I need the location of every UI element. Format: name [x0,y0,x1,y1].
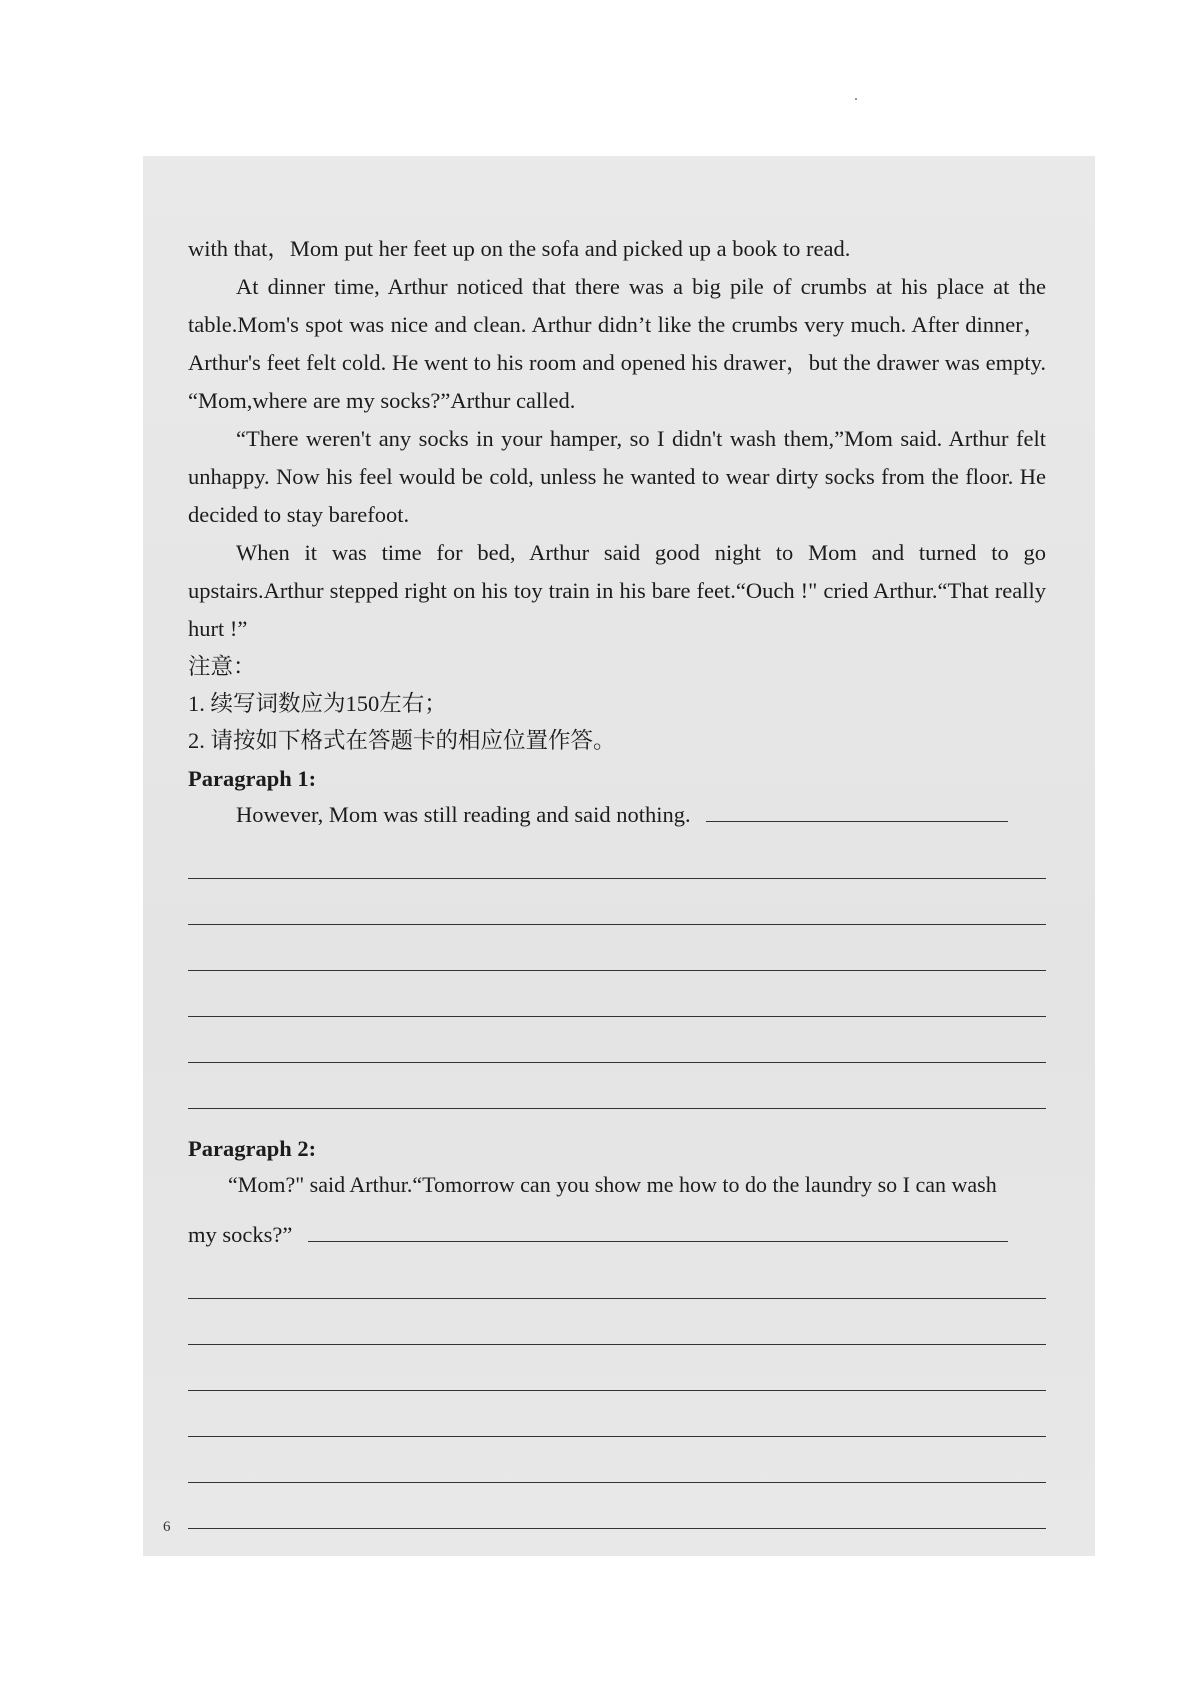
paragraph-1-starter-text: However, Mom was still reading and said nothing. [236,802,691,827]
paragraph-1-heading: Paragraph 1: [188,766,317,791]
paragraph-1-answer-line-2[interactable] [188,879,1046,925]
paragraph-1-answer-line-0[interactable] [706,820,1008,822]
paragraph-1-answer-line-4[interactable] [188,971,1046,1017]
paragraph-2-answer-line-0[interactable] [308,1240,1008,1242]
paragraph-2-starter-line-1: “Mom?" said Arthur.“Tomorrow can you show me how to do the laundry so I can wash [228,1172,997,1197]
paragraph-1-section [188,761,1046,1109]
paragraph-1-answer-line-1[interactable] [188,833,1046,879]
paragraph-2-answer-line-2[interactable] [188,1299,1046,1345]
note-item-format: 2. 请按如下格式在答题卡的相应位置作答。 [188,728,616,753]
paragraph-2-answer-line-6[interactable] [188,1483,1046,1529]
paragraph-2-answer-line-3[interactable] [188,1345,1046,1391]
passage-paragraph-1: with that，Mom put her feet up on the sofa and picked up a book to read. [188,236,851,261]
passage-paragraph-4: When it was time for bed, Arthur said good night to Mom and turned to go upstairs.Arthur stepped right on his toy train in his bare feet.“Ouch !" cried Arthur.“That really hurt !” [188,540,1046,641]
scan-speck [855,98,857,100]
paragraph-2-starter-line-2 [188,1217,1046,1253]
paragraph-2-section [188,1131,1046,1529]
paragraph-1-answer-line-5[interactable] [188,1017,1046,1063]
paragraph-1-starter [188,797,1046,833]
paragraph-1-answer-line-3[interactable] [188,925,1046,971]
note-item-word-count: 1. 续写词数应为150左右； [188,691,447,716]
notes-heading: 注意： [188,654,256,679]
paragraph-2-answer-line-1[interactable] [188,1253,1046,1299]
paragraph-2-heading: Paragraph 2: [188,1136,317,1161]
paragraph-1-answer-line-6[interactable] [188,1063,1046,1109]
page-number: 6 [163,1519,171,1535]
passage-paragraph-2: At dinner time, Arthur noticed that there was a big pile of crumbs at his place at the table.Mom's spot was nice and clean. Arthur didn’t like the crumbs very much. After dinner，Arthur's feet felt cold. He went to his room and opened his drawer，but the drawer was empty. “Mom,where are my socks?”Arthur called. [188,274,1046,413]
passage-paragraph-3: “There weren't any socks in your hamper, so I didn't wash them,”Mom said. Arthur felt unhappy. Now his feel would be cold, unless he wanted to wear dirty socks from the floor. He decided to stay barefoot. [188,426,1046,527]
paragraph-2-answer-line-5[interactable] [188,1437,1046,1483]
paragraph-2-starter-text: my socks?” [188,1222,293,1247]
paragraph-2-answer-line-4[interactable] [188,1391,1046,1437]
page-content [188,230,1046,1529]
worksheet-page [143,156,1095,1556]
